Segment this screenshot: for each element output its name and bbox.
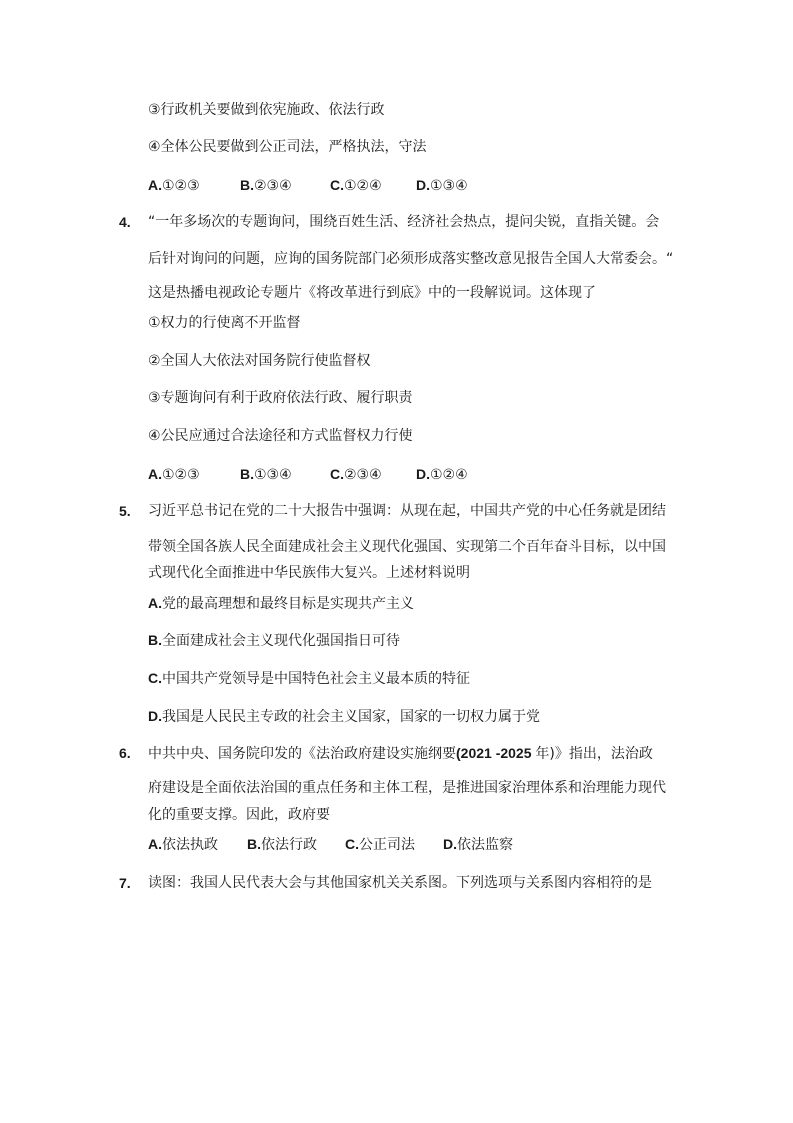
q3-option-b[interactable]: B.②③④: [240, 177, 292, 194]
q4-stem-line-3: 这是热播电视政论专题片《将改革进行到底》中的一段解说词。这体现了: [148, 285, 596, 301]
q4-statement-1: ①权力的行使离不开监督: [148, 315, 301, 331]
q4-option-d[interactable]: D.①②④: [416, 466, 468, 483]
q4-statement-4: ④公民应通过合法途径和方式监督权力行使: [148, 428, 413, 444]
q3-statement-4: ④全体公民要做到公正司法，严格执法，守法: [148, 139, 427, 155]
q6-option-c[interactable]: C.公正司法: [345, 836, 415, 853]
q6-stem-line-2: 府建设是全面依法治国的重点任务和主体工程，是推进国家治理体系和治理能力现代: [148, 780, 666, 796]
q6-stem-text-a: 中共中央、国务院印发的《法治政府建设实施纲要: [148, 746, 456, 762]
q5-option-a[interactable]: A.党的最高理想和最终目标是实现共产主义: [148, 595, 414, 612]
q4-option-c[interactable]: C.②③④: [330, 466, 382, 483]
q5-option-d[interactable]: D.我国是人民民主专政的社会主义国家，国家的一切权力属于党: [148, 708, 540, 725]
q7-number: 7.: [119, 875, 131, 891]
q4-option-a[interactable]: A.①②③: [148, 466, 200, 483]
q6-stem-line-1: [148, 744, 653, 763]
q5-stem-line-1: 习近平总书记在党的二十大报告中强调：从现在起，中国共产党的中心任务就是团结: [148, 503, 666, 519]
q4-stem-line-2: 后针对询问的问题，应询的国务院部门必须形成落实整改意见报告全国人大常委会。“: [148, 251, 674, 267]
q7-stem-line-1: 读图：我国人民代表大会与其他国家机关关系图。下列选项与关系图内容相符的是: [148, 875, 652, 891]
q6-option-a[interactable]: A.依法执政: [148, 836, 218, 853]
q3-statement-3: ③行政机关要做到依宪施政、依法行政: [148, 102, 385, 118]
q5-option-b[interactable]: B.全面建成社会主义现代化强国指日可待: [148, 632, 400, 649]
q3-option-a[interactable]: A.①②③: [148, 177, 200, 194]
q6-stem-line-3: 化的重要支撑。因此，政府要: [148, 807, 330, 823]
q6-number: 6.: [119, 745, 131, 761]
q5-option-c[interactable]: C.中国共产党领导是中国特色社会主义最本质的特征: [148, 670, 470, 687]
q3-option-d[interactable]: D.①③④: [416, 177, 468, 194]
q6-stem-text-b: 年)》指出，法治政: [535, 746, 653, 762]
q5-stem-line-2: 带领全国各族人民全面建成社会主义现代化强国、实现第二个百年奋斗目标，以中国: [148, 539, 666, 555]
q6-option-b[interactable]: B.依法行政: [247, 836, 317, 853]
q5-stem-line-3: 式现代化全面推进中华民族伟大复兴。上述材料说明: [148, 565, 470, 581]
q4-number: 4.: [119, 214, 131, 230]
q5-number: 5.: [119, 503, 131, 519]
q4-stem-line-1: “一年多场次的专题询问，围绕百姓生活、经济社会热点，提问尖锐，直指关键。会: [148, 214, 660, 230]
q4-statement-3: ③专题询问有利于政府依法行政、履行职责: [148, 390, 413, 406]
q6-option-d[interactable]: D.依法监察: [443, 836, 513, 853]
q4-statement-2: ②全国人大依法对国务院行使监督权: [148, 353, 371, 369]
q4-option-b[interactable]: B.①③④: [240, 466, 292, 483]
q3-option-c[interactable]: C.①②④: [330, 177, 382, 194]
q6-stem-years: (2021 -2025: [456, 745, 536, 761]
